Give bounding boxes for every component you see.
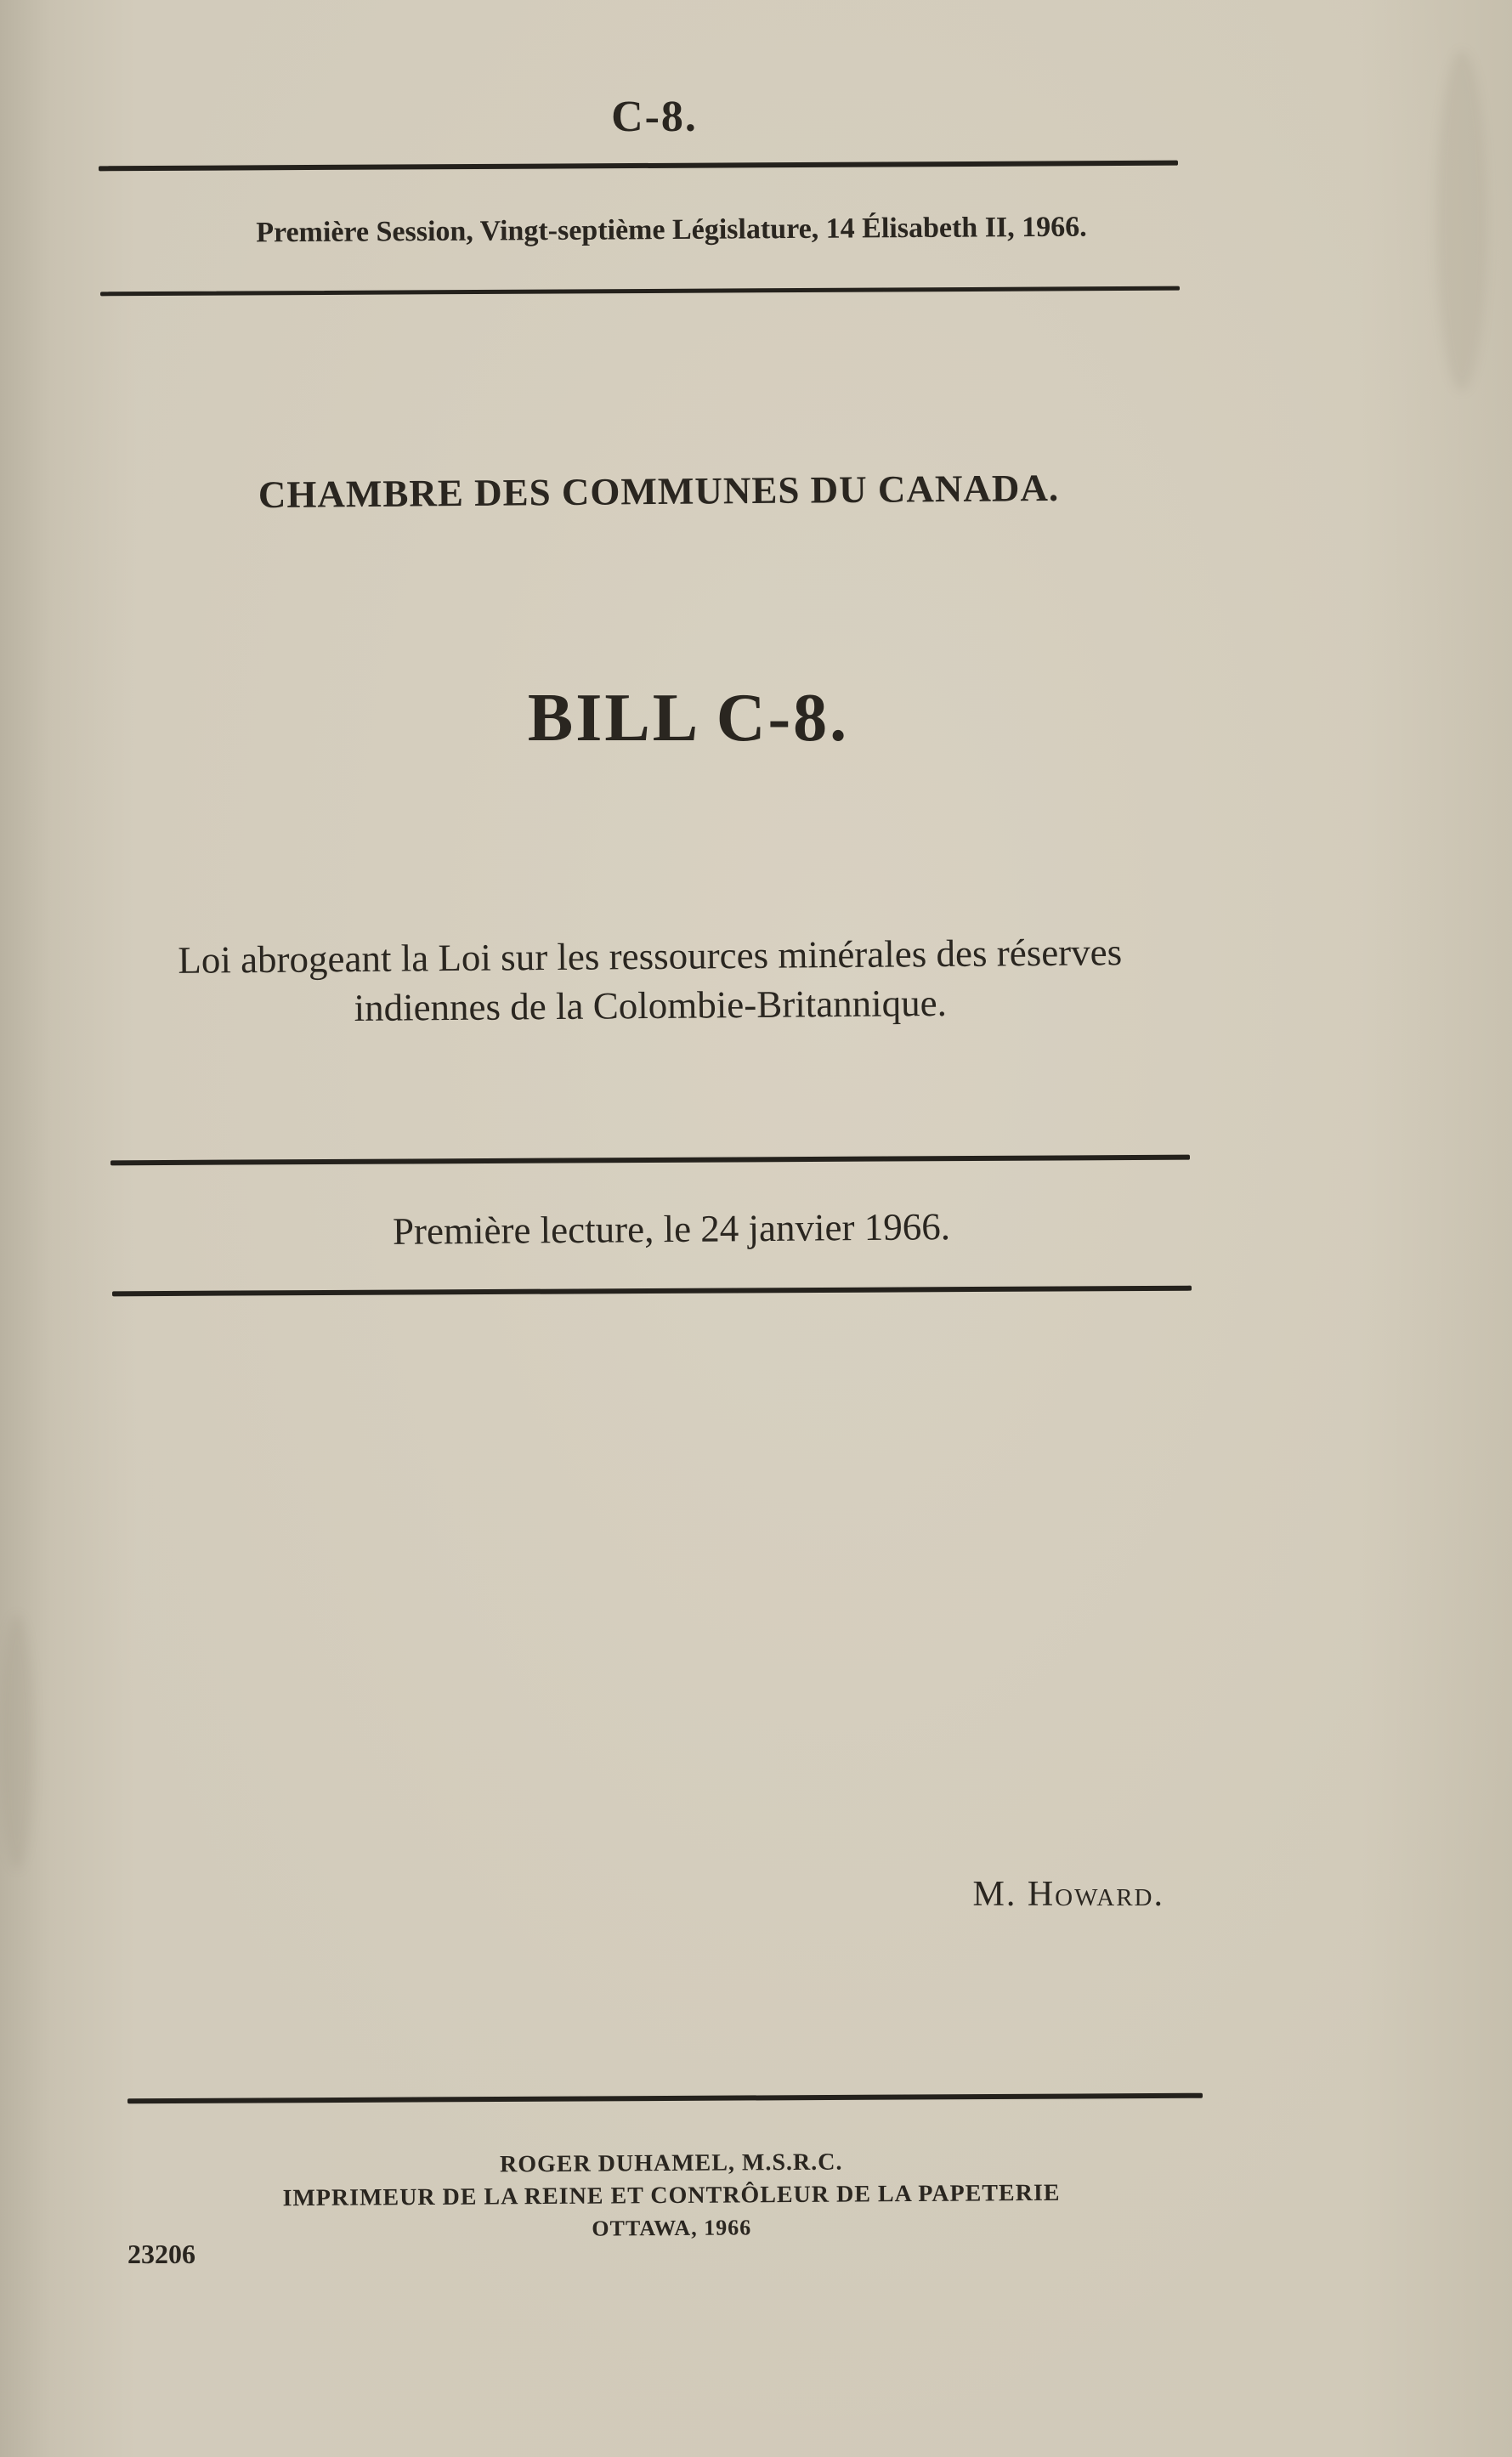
session-line: Première Session, Vingt-septième Législature, 14 Élisabeth II, 1966.	[256, 211, 1087, 249]
reading-bottom-rule	[112, 1286, 1192, 1297]
bill-description	[85, 926, 1216, 1035]
footer-rule	[127, 2093, 1203, 2104]
top-rule	[99, 161, 1178, 172]
session-rule	[100, 286, 1180, 297]
printer-name: ROGER DUHAMEL, M.S.R.C.	[499, 2148, 843, 2178]
printer-imprint	[170, 2144, 1174, 2248]
house-name: CHAMBRE DES COMMUNES DU CANADA.	[258, 466, 1060, 517]
bill-number-header: C-8.	[611, 93, 698, 141]
bill-title: BILL C-8.	[527, 681, 850, 756]
sponsor-name: M. Howard.	[972, 1875, 1164, 1914]
paper-stain	[1436, 51, 1487, 391]
reading-top-rule	[110, 1155, 1190, 1166]
description-line: Loi abrogeant la Loi sur les ressources minérales des réserves	[178, 931, 1123, 982]
printer-city: OTTAWA, 1966	[592, 2215, 752, 2241]
description-line: indiennes de la Colombie-Britannique.	[354, 981, 948, 1030]
job-number: 23206	[127, 2239, 195, 2269]
printer-title: IMPRIMEUR DE LA REINE ET CONTRÔLEUR DE LA PAPETERIE	[282, 2179, 1061, 2212]
paper-stain	[0, 1615, 34, 1870]
first-reading-date: Première lecture, le 24 janvier 1966.	[392, 1205, 951, 1253]
